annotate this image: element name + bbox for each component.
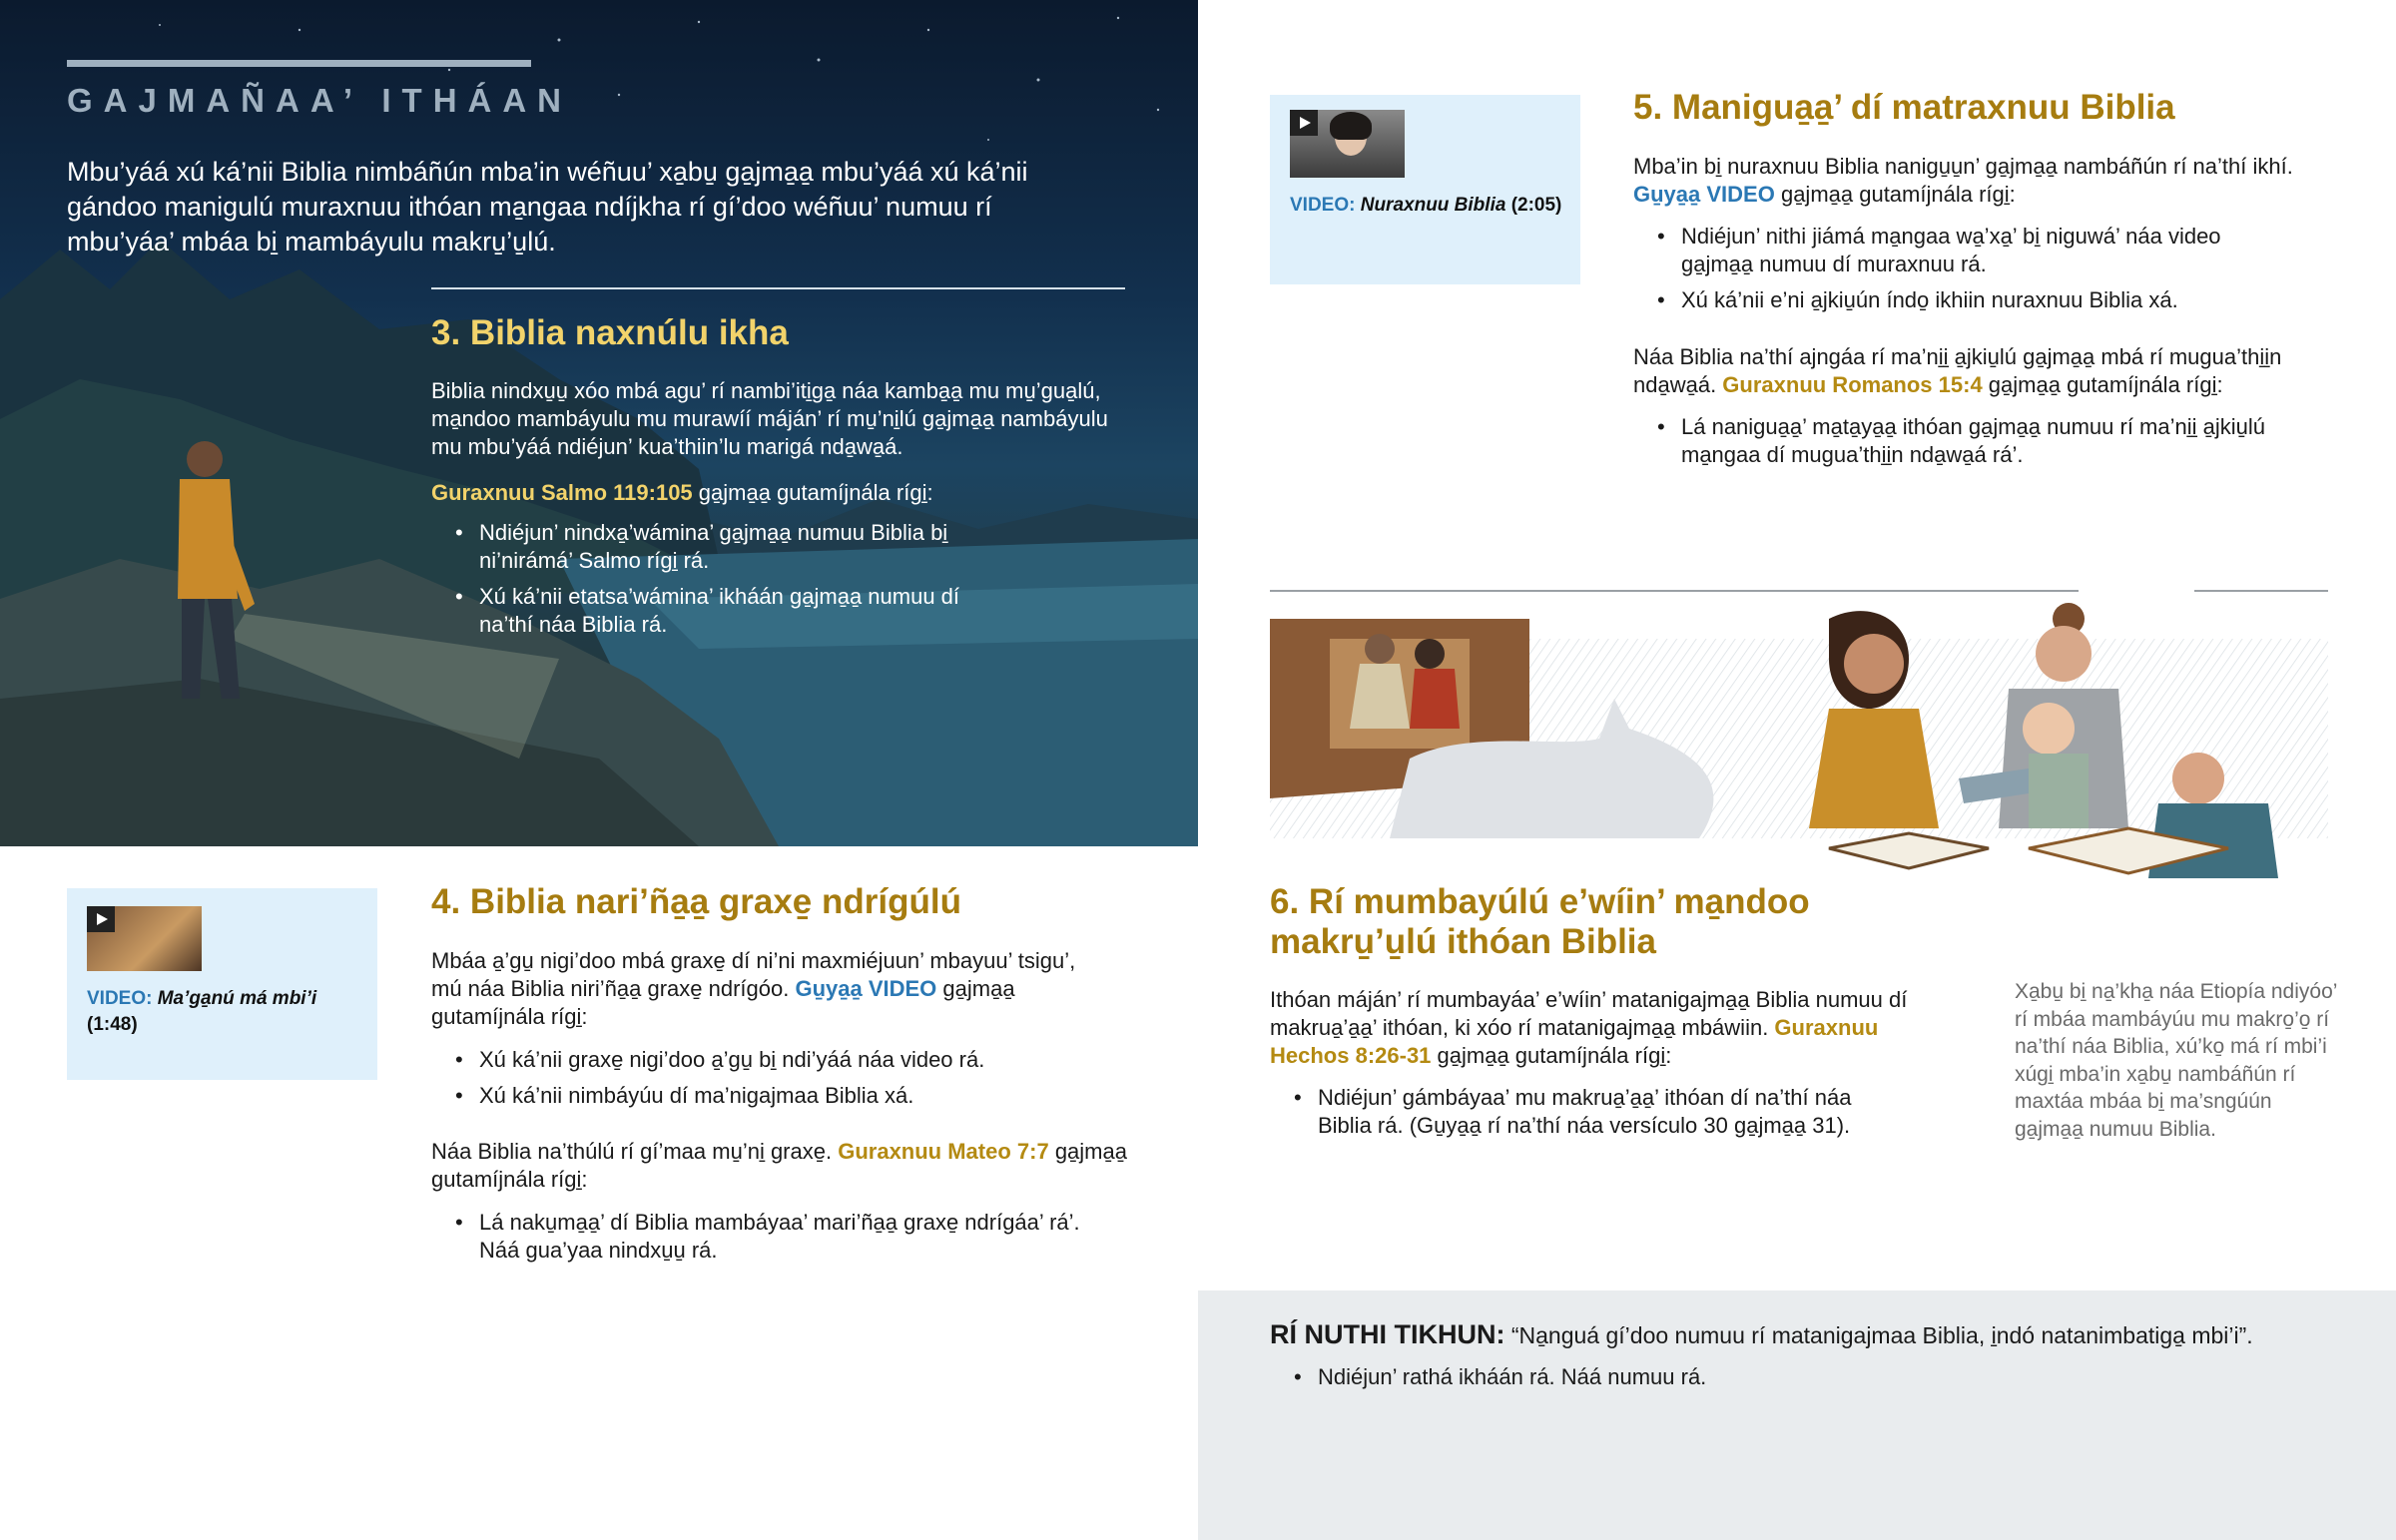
question-item: • Lá naku̱ma̱a̱’ dí Biblia mambáyaa’ mari’ña̱a̱ graxe̱ ndrígáa’ rá’. Náá gua’yaa nindxu̱u̱ rá. xyxy=(431,1209,1120,1265)
hero-kicker: GAJMAÑAA’ ITHÁAN xyxy=(67,82,573,119)
question-item: • Xú ká’nii e’ni a̱jkiu̱ún índo̱ ikhiin nuraxnuu Biblia xá. xyxy=(1633,286,2272,314)
section-4-title: 4. Biblia nari’ña̱a̱ graxe̱ ndrígúlú xyxy=(431,882,961,921)
question-item: • Xú ká’nii graxe̱ nigi’doo a̱’gu̱ bi̱ ndi’yáá náa video rá. xyxy=(431,1046,1130,1074)
watch-video-link[interactable]: Gu̱ya̱a̱ VIDEO xyxy=(1633,182,1775,207)
section-4-questions-a xyxy=(431,1046,1130,1118)
watch-video-link[interactable]: Gu̱ya̱a̱ VIDEO xyxy=(795,976,937,1001)
play-icon[interactable] xyxy=(1290,110,1318,136)
section-3-read: Guraxnuu Salmo 119:105 ga̱jma̱a̱ gutamíjnála rígi̱: xyxy=(431,480,933,505)
scripture-link-salmo[interactable]: Guraxnuu Salmo 119:105 xyxy=(431,480,693,505)
section-5-questions-b xyxy=(1633,413,2312,477)
section-3-questions xyxy=(431,519,990,647)
video-thumbnail[interactable] xyxy=(87,906,202,971)
video-box-section-4[interactable] xyxy=(67,888,377,1080)
section-3-title: 3. Biblia naxnúlu ikha xyxy=(431,313,789,352)
scripture-link-romanos[interactable]: Guraxnuu Romanos 15:4 xyxy=(1722,372,1983,397)
footer-question: RÍ NUTHI TIKHUN: “Na̱nguá gí’doo numuu rí matanigajmaa Biblia, i̱ndó natanimbatiga̱ mbi’i”. xyxy=(1270,1319,2253,1349)
question-item: • Ndiéjun’ nithi jiámá ma̱ngaa wa̱’xa̱’ bi̱ niguwá’ náa video ga̱jma̱a̱ numuu dí muraxnuu rá. xyxy=(1633,223,2272,278)
section-4-questions-b xyxy=(431,1209,1120,1273)
scripture-link-mateo[interactable]: Guraxnuu Mateo 7:7 xyxy=(838,1139,1049,1164)
footer-lead: RÍ NUTHI TIKHUN: xyxy=(1270,1319,1505,1349)
section-5-body: Mba’in bi̱ nuraxnuu Biblia nanigu̱u̱n’ ga̱jma̱a̱ nambáñún rí na’thí ikhí. Gu̱ya̱a̱ VIDEO ga̱jma̱a̱ gutamíjnála rígi̱: xyxy=(1633,154,2293,207)
play-icon[interactable] xyxy=(87,906,115,932)
hero-intro: Mbu’yáá xú ká’nii Biblia nimbáñún mba’in wéñuu’ xa̱bu̱ ga̱jma̱a̱ mbu’yáá xú ká’nii gándoo manigulú muraxnuu ithóan ma̱ngaa ndíjkha rí gí’doo wéñuu’ numuu rí mbu’yáa’ mbáa bi̱ mambáyulu makru̱’u̱lú. xyxy=(67,157,1028,257)
presenter-hair xyxy=(1330,112,1372,140)
footer-questions xyxy=(1270,1363,2328,1399)
section-5-title: 5. Manigua̱a̱’ dí matraxnuu Biblia xyxy=(1633,88,2175,127)
section-4-body-2: Náa Biblia na’thúlú rí gí’maa mu̱’ni̱ graxe̱. Guraxnuu Mateo 7:7 ga̱jma̱a̱ gutamíjnála rígi̱: xyxy=(431,1139,1127,1192)
scripture-link-hechos[interactable]: Guraxnuu Hechos 8:26-31 xyxy=(1270,1015,1879,1068)
question-item: • Ndiéjun’ rathá ikháán rá. Náá numuu rá. xyxy=(1270,1363,2328,1391)
question-item: • Ndiéjun’ nindxa̱’wámina’ ga̱jma̱a̱ numuu Biblia bi̱ ni’nirámá’ Salmo rígi̱ rá. xyxy=(431,519,990,575)
video-box-section-5[interactable] xyxy=(1270,95,1580,284)
sharing-bible-illustration xyxy=(1270,579,2328,918)
hero-divider xyxy=(431,287,1125,289)
video-caption[interactable]: VIDEO: Nuraxnuu Biblia (2:05) xyxy=(1290,195,1562,216)
illustration-caption: Xa̱bu̱ bi̱ na̱’kha̱ náa Etiopía ndiyóo’ rí mbáa mambáyúu mu makro̱’o̱ rí na’thí náa Biblia, xú’ko̱ má rí mbi’i xúgi̱ mba’in xa̱bu̱ nambáñún rí maxtáa mbáa bi̱ ma’sngúún ga̱jma̱a̱ numuu Biblia. xyxy=(2015,980,2337,1141)
hero-rule xyxy=(67,60,531,67)
section-5-questions-a xyxy=(1633,223,2272,322)
hero-panel xyxy=(0,0,1198,846)
video-thumbnail[interactable] xyxy=(1290,110,1405,178)
section-6-title: 6. Rí mumbayúlú e’wíin’ ma̱ndoo makru̱’u̱lú ithóan Biblia xyxy=(1270,882,1810,961)
question-item: • Ndiéjun’ gámbáyaa’ mu makrua̱’a̱a̱’ ithóan dí na’thí náa Biblia rá. (Gu̱ya̱a̱ rí na’thí náa versículo 30 ga̱jma̱a̱ 31). xyxy=(1270,1084,1909,1140)
section-4-body: Mbáa a̱’gu̱ nigi’doo mbá graxe̱ dí ni’ni maxmiéjuun’ mbayuu’ tsigu’, mú náa Biblia niri’ña̱a̱ graxe̱ ndrígóo. Gu̱ya̱a̱ VIDEO ga̱jma̱a̱ gutamíjnála rígi̱: xyxy=(431,948,1076,1029)
question-item: • Xú ká’nii nimbáyúu dí ma’nigajmaa Biblia xá. xyxy=(431,1082,1130,1110)
section-6-questions xyxy=(1270,1084,1909,1148)
section-3-body: Biblia nindxu̱u̱ xóo mbá agu’ rí nambi’iti̱ga̱ náa kamba̱a̱ mu mu̱’gua̱lú, ma̱ndoo mambáyulu mu murawíí máján’ rí mu̱’ni̱lú ga̱jma̱a̱ nambáyulu mu mbu’yáá ndiéjun’ kua’thiin’lu marigá nda̱wa̱á. xyxy=(431,378,1108,459)
section-5-body-2: Náa Biblia na’thí ajngáa rí ma’ni̱i̱ a̱jkiu̱lú ga̱jma̱a̱ mbá rí mugua’thi̱i̱n nda̱wa̱á. Guraxnuu Romanos 15:4 ga̱jma̱a̱ gutamíjnála rígi̱: xyxy=(1633,344,2282,397)
section-6-body: Ithóan máján’ rí mumbayáa’ e’wíin’ matanigajma̱a̱ Biblia numuu dí makrua̱’a̱a̱’ ithóan, ki xóo rí matanigajma̱a̱ mbáwiin. Guraxnuu Hechos 8:26-31 ga̱jma̱a̱ gutamíjnála rígi̱: xyxy=(1270,987,1908,1068)
video-caption[interactable]: VIDEO: Ma’ga̱nú má mbi’i (1:48) xyxy=(87,988,317,1035)
question-item: • Lá nanigua̱a̱’ ma̱ta̱ya̱a̱ ithóan ga̱jma̱a̱ numuu rí ma’ni̱i̱ a̱jkiu̱lú ma̱ngaa dí mugua’thi̱i̱n nda̱wa̱á rá’. xyxy=(1633,413,2312,469)
question-item: • Xú ká’nii etatsa’wámina’ ikháán ga̱jma̱a̱ numuu dí na’thí náa Biblia rá. xyxy=(431,583,990,639)
